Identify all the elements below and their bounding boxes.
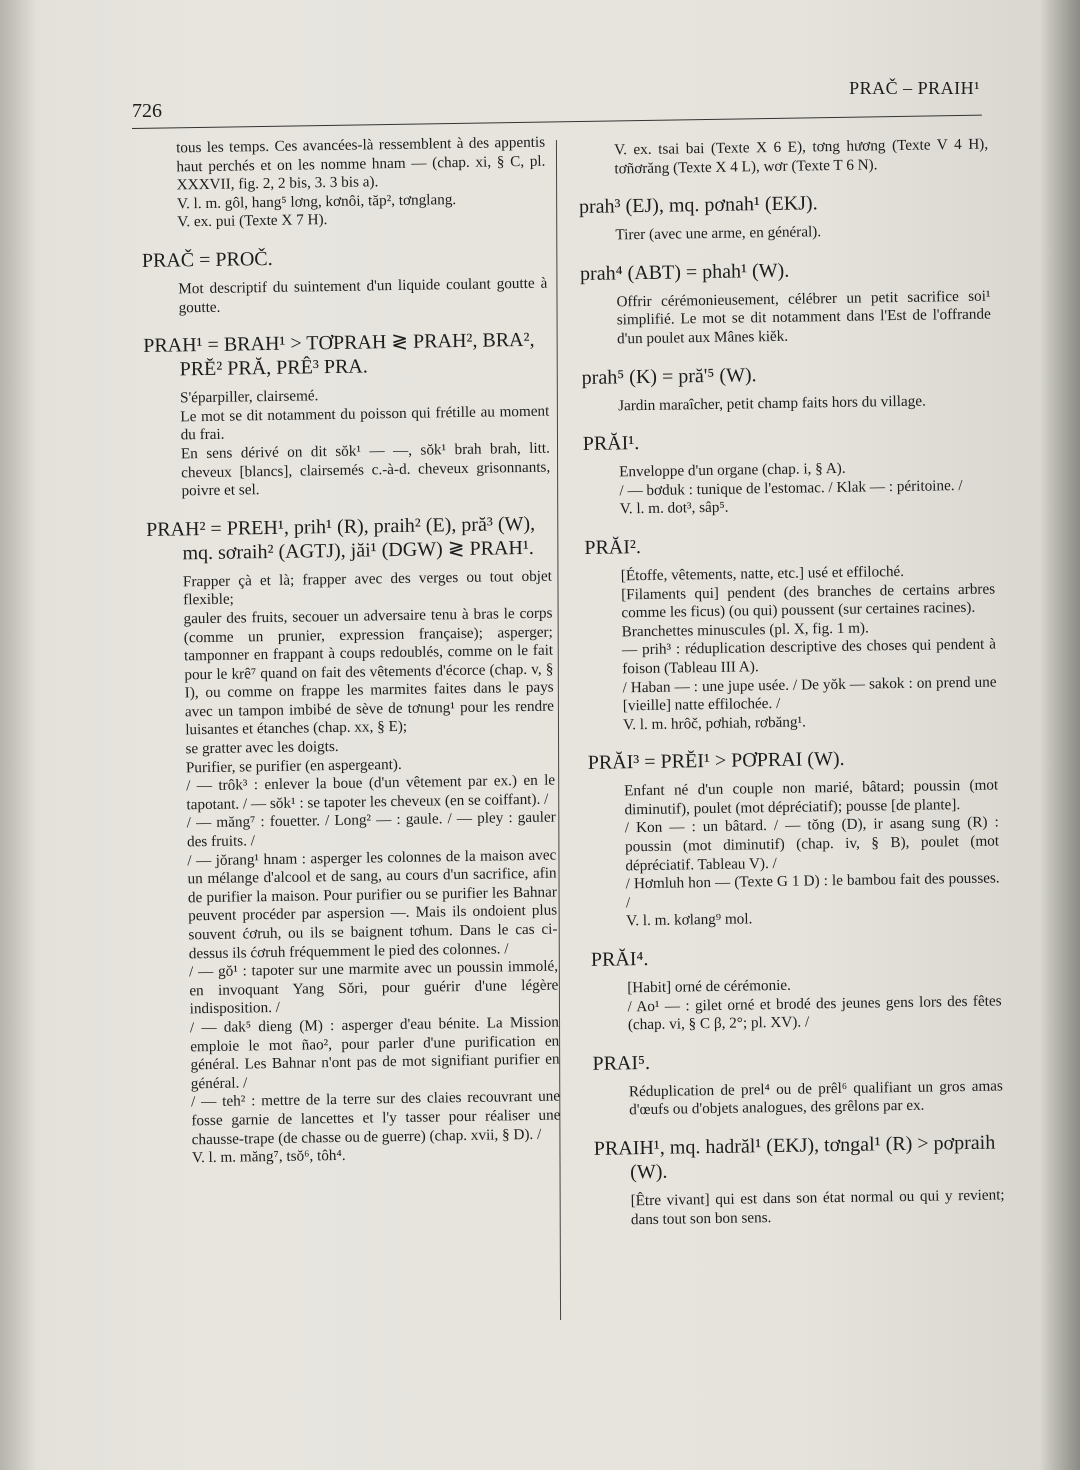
entry-line: / — gŏ¹ : tapoter sur une marmite avec un poussin immolé, en invoquant Yang Sŏri, pour guérir d'une légère indisposition. / xyxy=(188,957,559,1018)
entry-headword: PRĂI⁴. xyxy=(590,948,649,971)
entry-line: gauler des fruits, secouer un adversaire tenu à bras le corps (comme un prunier, expression française); asperger; tamponner en frappant à coups redoublés, comme on le fait pour le krê⁷ quand on fait des vêtements d'écorce (chap. v, § I), ou comme on frappe les marmites faites dans le pays avec un tampon imbibé de sève de tơnung¹ pour les rendre luisantes et étanches (chap. xx, § E); xyxy=(183,604,555,739)
dictionary-entry xyxy=(592,1045,1003,1121)
entry-line: / Ao¹ — : gilet orné et brodé des jeunes gens lors des fêtes (chap. vi, § C β, 2°; pl. XV). / xyxy=(627,992,1002,1034)
dictionary-entry xyxy=(594,1130,1005,1230)
book-spine-shadow xyxy=(1040,0,1080,1470)
entry-headword: PRAČ = PROČ. xyxy=(141,247,273,272)
dictionary-entry xyxy=(579,189,990,246)
left-column xyxy=(140,134,561,1185)
entry-headword: PRAI⁵. xyxy=(592,1051,651,1075)
entry-line: En sens dérivé on dit sŏk¹ — —, sŏk¹ brah brah, litt. cheveux [blancs], clairsemés c.-à-d. cheveux grisonnants, poivre et sel. xyxy=(180,439,551,500)
entry-line: Tirer (avec une arme, en général). xyxy=(615,223,822,244)
entry-body xyxy=(578,136,989,180)
entry-line: Purifier, se purifier (en aspergeant). xyxy=(185,755,402,777)
entry-body xyxy=(585,561,998,735)
dictionary-entry xyxy=(146,511,561,1168)
entry-line: / — măng⁷ : fouetter. / Long² — : gaule. / — pley : gauler des fruits. / xyxy=(186,808,556,851)
dictionary-entry xyxy=(591,941,1002,1035)
entry-line: V. l. m. măng⁷, tsŏ⁶, tôh⁴. xyxy=(191,1147,346,1167)
entry-line: V. ex. pui (Texte X 7 H). xyxy=(177,211,328,231)
entry-line: / — teh² : mettre de la terre sur des claies recouvrant une fosse garnie de lancettes et l'y tasser pour réaliser une chausse-trape (de chasse ou de guerre) (chap. xvii, § D). / xyxy=(190,1087,561,1148)
continuation-block xyxy=(578,136,989,180)
entry-line: V. l. m. hrôč, pơhiah, rơbăng¹. xyxy=(623,713,807,734)
entry-line: Réduplication de prel⁴ ou de prêl⁶ qualifiant un gros amas d'œufs ou d'objets analogues, des grêlons par ex. xyxy=(628,1077,1004,1119)
entry-body xyxy=(582,391,992,416)
entry-body xyxy=(593,1077,1004,1121)
entry-headword: prah⁵ (K) = pră'⁵ (W). xyxy=(581,363,757,389)
entry-line: V. l. m. dot³, sâp⁵. xyxy=(619,499,729,518)
entry-body xyxy=(579,221,989,246)
page-edge-shadow xyxy=(0,0,36,1470)
entry-line: / — trôk³ : enlever la boue (d'un vêtement par ex.) en le tapotant. / — sŏk¹ : se tapoter les cheveux (en se coiffant). / xyxy=(186,771,556,814)
entry-line: Le mot se dit notamment du poisson qui frétille au moment du frai. xyxy=(180,402,550,444)
entry-line: V. ex. tsai bai (Texte X 6 E), tơng hương (Texte V 4 H), tơñơrăng (Texte X 4 L), wơr (Texte T 6 N). xyxy=(613,135,989,178)
entry-line: / Kon — : un bâtard. / — tŏng (D), ir asang sung (R) : poussin (mot diminutif) (chap. iv, § B), poulet (mot dépréciatif. Tableau V). / xyxy=(624,813,1000,875)
entry-body xyxy=(583,458,994,520)
entry-headword: PRAH² = PREH¹, prih¹ (R), praih² (E), pră³ (W), mq. sơraih² (AGTJ), jăi¹ (DGW) ≷ PRAH¹. xyxy=(145,512,536,565)
entry-line: [Habit] orné de cérémonie. xyxy=(627,976,792,997)
continuation-block xyxy=(140,134,546,233)
entry-line: Enveloppe d'un organe (chap. i, § A). xyxy=(619,459,846,481)
entry-line: Jardin maraîcher, petit champ faits hors du village. xyxy=(618,392,926,414)
entry-line: — prih³ : réduplication descriptive des choses qui pendent à foison (Tableau III A). xyxy=(621,635,997,678)
entry-headword: PRĂI¹. xyxy=(582,432,640,456)
entry-body xyxy=(142,275,548,319)
entry-line: / — jŏrang¹ hnam : asperger les colonnes de la maison avec un mélange d'alcool et de sang, au cours d'un sacrifice, afin de purifier la maison. Pour purifier ou se purifier les Bahnar peuvent procéder par aspersion —. Mais ils ondoient plus souvent ćơruh, ou ils se baignent tơhum. Dans le cas ci-dessus ils ćơruh fréquemment le pied des colonnes. / xyxy=(187,846,558,962)
entry-line: tous les temps. Ces avancées-là ressemblent à des appentis haut perchés et on les nomme hnam — (chap. xi, § C, pl. XXXVII, fig. 2, 2 bis, 3. 3 bis a). xyxy=(175,133,546,194)
entry-line: Mot descriptif du suintement d'un liquide coulant goutte à goutte. xyxy=(178,274,548,316)
entry-body xyxy=(591,973,1002,1035)
entry-headword: PRĂI². xyxy=(584,536,642,559)
entry-line: se gratter avec les doigts. xyxy=(185,738,339,758)
entry-line: [Être vivant] qui est dans son état normal ou qui y revient; dans tout son bon sens. xyxy=(630,1186,1005,1228)
entry-headword: PRAIH¹, mq. hadrăl¹ (EKJ), tơngal¹ (R) > pơpraih (W). xyxy=(593,1131,996,1184)
entry-line: Offrir cérémonieusement, célébrer un petit sacrifice soi¹ simplifié. Le mot se dit notamment dans l'Est de l'offrande d'un poulet aux Mânes kiĕk. xyxy=(616,287,991,348)
header-rule xyxy=(132,115,982,129)
entry-line: [Filaments qui] pendent (des branches de certains arbres comme les ficus) (ou qui) poussent (sur certaines racines). xyxy=(620,580,996,622)
entry-line: / Haban — : une jupe usée. / De yŏk — sakok : on prend une [vieille] natte effilochée. / xyxy=(622,672,997,715)
entry-body xyxy=(595,1186,1006,1230)
entry-body xyxy=(580,287,991,349)
dictionary-entry xyxy=(582,359,993,416)
entry-headword: PRAH¹ = BRAH¹ > TƠPRAH ≷ PRAH², BRA², PRĔ² PRĂ, PRÊ³ PRA. xyxy=(143,328,535,381)
entry-body xyxy=(588,777,1000,932)
dictionary-entry xyxy=(584,529,997,735)
entry-line: / — bơduk : tunique de l'estomac. / Klak — : péritoine. / xyxy=(619,476,963,500)
dictionary-entry xyxy=(143,328,551,502)
running-head: PRAČ – PRAIH¹ xyxy=(849,78,980,98)
entry-line: / Hơmluh hon — (Texte G 1 D) : le bambou fait des pousses. / xyxy=(625,869,1000,912)
entry-line: V. l. m. kơlang⁹ mol. xyxy=(626,910,753,930)
entry-headword: prah⁴ (ABT) = phah¹ (W). xyxy=(579,259,790,285)
entry-line: Branchettes minuscules (pl. X, fig. 1 m). xyxy=(621,619,869,641)
dictionary-entry xyxy=(583,426,994,520)
entry-line: S'éparpiller, clairsemé. xyxy=(179,387,319,407)
entry-line: V. l. m. gôl, hang⁵ lơng, kơnôi, tăp², tơnglang. xyxy=(176,190,457,213)
entry-headword: PRĂI³ = PRĔI¹ > PƠPRAI (W). xyxy=(587,748,845,775)
entry-body xyxy=(140,134,546,233)
entry-line: Enfant né d'un couple non marié, bâtard; poussin (mot diminutif), poulet (mot dépréciatif); pousse [de plante]. xyxy=(624,776,999,819)
page-number: 726 xyxy=(132,100,162,122)
entry-line: Frapper çà et là; frapper avec des verges ou tout objet flexible; xyxy=(182,567,553,609)
right-column xyxy=(578,136,1005,1246)
entry-headword: prah³ (EJ), mq. pơnah¹ (EKJ). xyxy=(578,192,818,219)
entry-body xyxy=(147,567,561,1168)
dictionary-entry xyxy=(580,255,991,349)
dictionary-entry xyxy=(142,243,548,319)
dictionary-entry xyxy=(588,745,1001,932)
entry-body xyxy=(144,384,551,502)
entry-line: / — dak⁵ dieng (M) : asperger d'eau bénite. La Mission emploie le mot ñao², pour parler d'une purification en général. Les Bahnar n'ont pas de mot signifiant purifier en général. / xyxy=(189,1013,560,1093)
entry-line: [Étoffe, vêtements, natte, etc.] usé et effiloché. xyxy=(620,562,905,585)
